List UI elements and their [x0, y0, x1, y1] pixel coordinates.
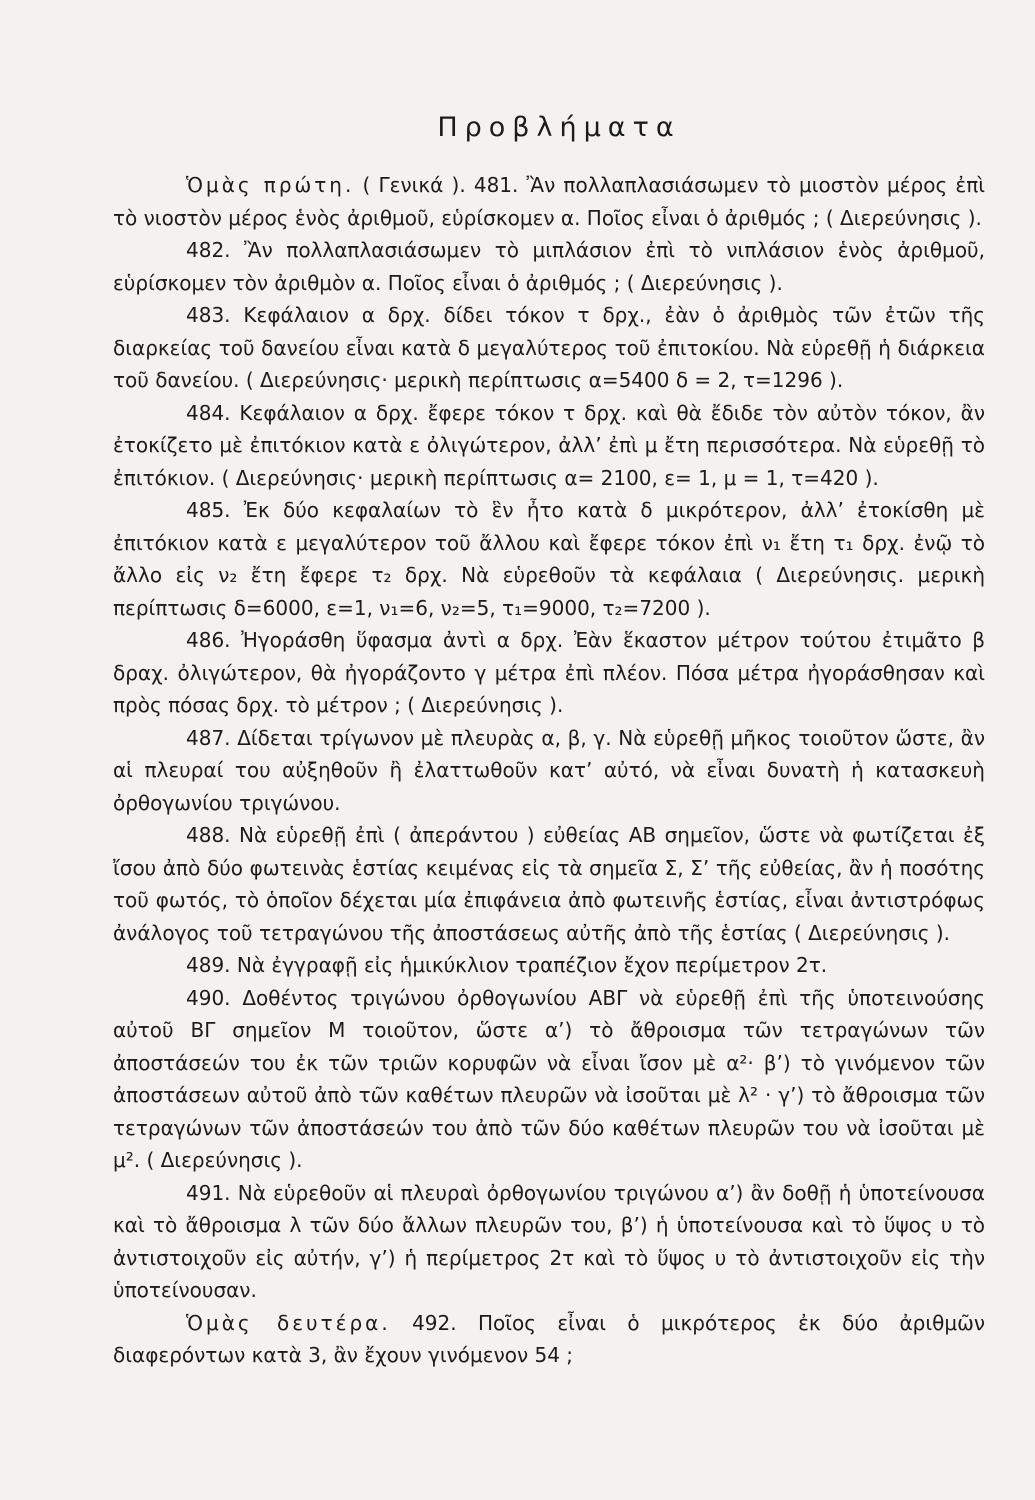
- problem-490: 490. Δοθέντος τριγώνου ὀρθογωνίου ΑΒΓ νὰ εὑρεθῇ ἐπὶ τῆς ὑποτεινούσης αὐτοῦ ΒΓ σημεῖον Μ τοιοῦτον, ὥστε α’) τὸ ἄθροισμα τῶν τετραγώνων τῶν ἀποστάσεών του ἐκ τῶν τριῶν κορυφῶν νὰ εἶναι ἴσον μὲ α²· β’) τὸ γινόμενον τῶν ἀποστάσεων αὐτοῦ ἀπὸ τῶν καθέτων πλευρῶν νὰ ἰσοῦται μὲ λ² · γ’) τὸ ἄθροισμα τῶν τετραγώνων τῶν ἀποστάσεών του ἀπὸ τῶν δύο καθέτων πλευρῶν του νὰ ἰσοῦται μὲ μ². ( Διερεύνησις ).: [113, 985, 985, 1172]
- problem-485: 485. Ἐκ δύο κεφαλαίων τὸ ἓν ἦτο κατὰ δ μικρότερον, ἀλλ’ ἐτοκίσθη μὲ ἐπιτόκιον κατὰ ε μεγαλύτερον τοῦ ἄλλου καὶ ἔφερε τόκον ἐπὶ ν₁ ἔτη τ₁ δρχ. ἐνῷ τὸ ἄλλο εἰς ν₂ ἔτη ἔφερε τ₂ δρχ. Νὰ εὑρεθοῦν τὰ κεφάλαια ( Διερεύνησις. μερικὴ περίπτωσις δ=6000, ε=1, ν₁=6, ν₂=5, τ₁=9000, τ₂=7200 ).: [113, 498, 985, 620]
- group-label: Ὁμὰς δευτέρα.: [186, 1310, 391, 1335]
- problem-text: 492. Ποῖος εἶναι ὁ μικρότερος ἐκ δύο ἀριθμῶν διαφερόντων κατὰ 3, ἂν ἔχουν γινόμενον 54 ;: [113, 1310, 986, 1367]
- problem-488: 488. Νὰ εὑρεθῇ ἐπὶ ( ἀπεράντου ) εὐθείας ΑΒ σημεῖον, ὥστε νὰ φωτίζεται ἐξ ἴσου ἀπὸ δύο φωτεινὰς ἑστίας κειμένας εἰς τὰ σημεῖα Σ, Σ’ τῆς εὐθείας, ἂν ἡ ποσότης τοῦ φωτός, τὸ ὁποῖον δέχεται μία ἐπιφάνεια ἀπὸ φωτεινῆς ἑστίας, εἶναι ἀντιστρόφως ἀνάλογος τοῦ τετραγώνου τῆς ἀποστάσεως αὐτῆς ἀπὸ τῆς ἑστίας ( Διερεύνησις ).: [113, 823, 985, 945]
- page-body: [113, 112, 985, 1372]
- problem-481: [113, 169, 985, 234]
- problem-487: 487. Δίδεται τρίγωνον μὲ πλευρὰς α, β, γ. Νὰ εὑρεθῇ μῆκος τοιοῦτον ὥστε, ἂν αἱ πλευραί του αὐξηθοῦν ἢ ἐλαττωθοῦν κατ’ αὐτό, νὰ εἶναι δυνατὴ ἡ κατασκευὴ ὀρθογωνίου τριγώνου.: [113, 725, 985, 815]
- problem-489: 489. Νὰ ἐγγραφῇ εἰς ἡμικύκλιον τραπέζιον ἔχον περίμετρον 2τ.: [186, 953, 828, 977]
- problem-482: 482. Ἂν πολλαπλασιάσωμεν τὸ μιπλάσιον ἐπὶ τὸ νιπλάσιον ἑνὸς ἀριθμοῦ, εὑρίσκομεν τὸν ἀριθμὸν α. Ποῖος εἶναι ὁ ἀριθμός ; ( Διερεύνησις ).: [113, 238, 985, 295]
- problem-text: ( Γενικά ). 481. Ἂν πολλαπλασιάσωμεν τὸ μιοστὸν μέρος ἐπὶ τὸ νιοστὸν μέρος ἑνὸς ἀριθμοῦ, εὑρίσκομεν α. Ποῖος εἶναι ὁ ἀριθμός ; ( Διερεύνησις ).: [113, 173, 986, 230]
- problem-486: 486. Ἠγοράσθη ὕφασμα ἀντὶ α δρχ. Ἐὰν ἕκαστον μέτρον τούτου ἐτιμᾶτο β δραχ. ὀλιγώτερον, θὰ ἠγοράζοντο γ μέτρα ἐπὶ πλέον. Πόσα μέτρα ἠγοράσθησαν καὶ πρὸς πόσας δρχ. τὸ μέτρον ; ( Διερεύνησις ).: [113, 628, 985, 717]
- problem-483: 483. Κεφάλαιον α δρχ. δίδει τόκον τ δρχ., ἐὰν ὁ ἀριθμὸς τῶν ἐτῶν τῆς διαρκείας τοῦ δανείου εἶναι κατὰ δ μεγαλύτερος τοῦ ἐπιτοκίου. Νὰ εὑρεθῇ ἡ διάρκεια τοῦ δανείου. ( Διερεύνησις· μερικὴ περίπτωσις α=5400 δ = 2, τ=1296 ).: [113, 303, 985, 392]
- page-title: Προβλήματα: [437, 112, 681, 143]
- problem-484: 484. Κεφάλαιον α δρχ. ἔφερε τόκον τ δρχ. καὶ θὰ ἔδιδε τὸν αὐτὸν τόκον, ἂν ἐτοκίζετο μὲ ἐπιτόκιον κατὰ ε ὀλιγώτερον, ἀλλ’ ἐπὶ μ ἔτη περισσότερα. Νὰ εὑρεθῇ τὸ ἐπιτόκιον. ( Διερεύνησις· μερικὴ περίπτωσις α= 2100, ε= 1, μ = 1, τ=420 ).: [113, 400, 985, 490]
- problem-492: [113, 1307, 985, 1372]
- group-label: Ὁμὰς πρώτη.: [186, 173, 355, 197]
- problem-491: 491. Νὰ εὑρεθοῦν αἱ πλευραὶ ὀρθογωνίου τριγώνου α’) ἂν δοθῇ ἡ ὑποτείνουσα καὶ τὸ ἄθροισμα λ τῶν δύο ἄλλων πλευρῶν του, β’) ἡ ὑποτείνουσα καὶ τὸ ὕψος υ τὸ ἀντιστοιχοῦν εἰς αὐτήν, γ’) ἡ περίμετρος 2τ καὶ τὸ ὕψος υ τὸ ἀντιστοιχοῦν εἰς τὴν ὑποτείνουσαν.: [113, 1180, 985, 1302]
